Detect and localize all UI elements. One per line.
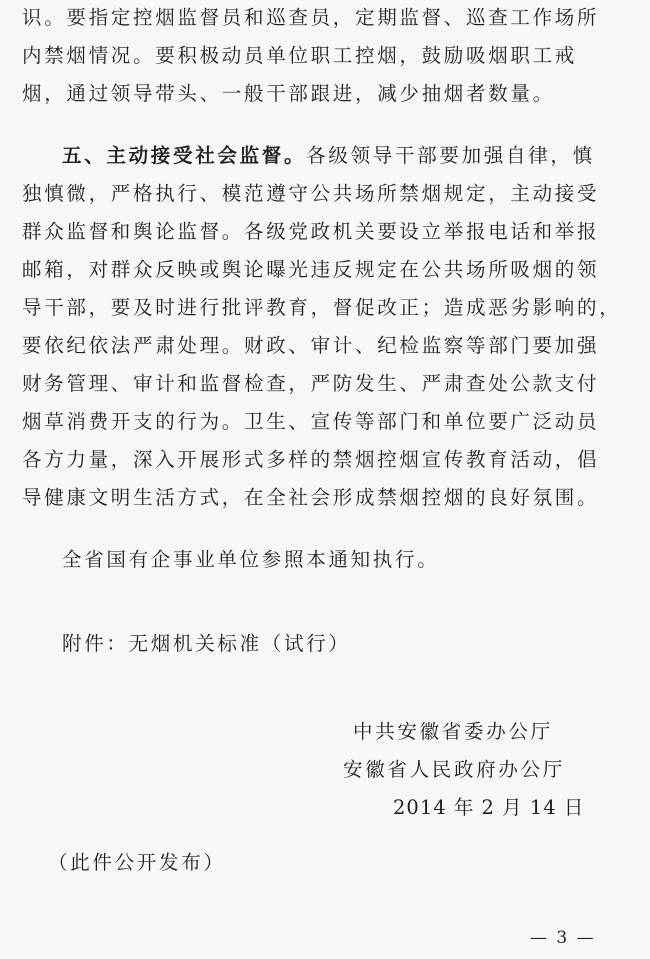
issue-date: 2014 年 2 月 14 日 bbox=[393, 796, 585, 819]
body-line: 要依纪依法严肃处理。财政、审计、纪检监察等部门要加强 bbox=[22, 334, 600, 357]
body-line: 邮箱，对群众反映或舆论曝光违反规定在公共场所吸烟的领 bbox=[22, 258, 600, 281]
body-line: 群众监督和舆论监督。各级党政机关要设立举报电话和举报 bbox=[22, 220, 600, 243]
page-number: — 3 — bbox=[530, 928, 596, 948]
body-line: 独慎微，严格执行、模范遵守公共场所禁烟规定，主动接受 bbox=[22, 182, 600, 205]
section-heading: 五、主动接受社会监督。 bbox=[62, 144, 307, 167]
issuing-org-1: 中共安徽省委办公厅 bbox=[353, 720, 553, 743]
body-line: 导健康文明生活方式，在全社会形成禁烟控烟的良好氛围。 bbox=[22, 486, 600, 509]
body-line: 识。要指定控烟监督员和巡查员，定期监督、巡查工作场所 bbox=[22, 6, 600, 29]
section-heading-line bbox=[62, 144, 595, 168]
release-note: （此件公开发布） bbox=[48, 851, 226, 874]
body-line: 内禁烟情况。要积极动员单位职工控烟，鼓励吸烟职工戒 bbox=[22, 44, 578, 67]
body-line: 烟草消费开支的行为。卫生、宣传等部门和单位要广泛动员 bbox=[22, 410, 600, 433]
body-line: 财务管理、审计和监督检查，严防发生、严肃查处公款支付 bbox=[22, 372, 600, 395]
body-line: 导干部，要及时进行批评教育，督促改正；造成恶劣影响的， bbox=[22, 296, 622, 319]
body-line: 烟，通过领导带头、一般干部跟进，减少抽烟者数量。 bbox=[22, 82, 555, 105]
section-first-line-text: 各级领导干部要加强自律，慎 bbox=[306, 144, 595, 167]
issuing-org-2: 安徽省人民政府办公厅 bbox=[343, 758, 566, 781]
attachment-note: 附件：无烟机关标准（试行） bbox=[62, 632, 351, 655]
scope-note: 全省国有企事业单位参照本通知执行。 bbox=[62, 548, 440, 571]
body-line: 各方力量，深入开展形式多样的禁烟控烟宣传教育活动，倡 bbox=[22, 448, 600, 471]
